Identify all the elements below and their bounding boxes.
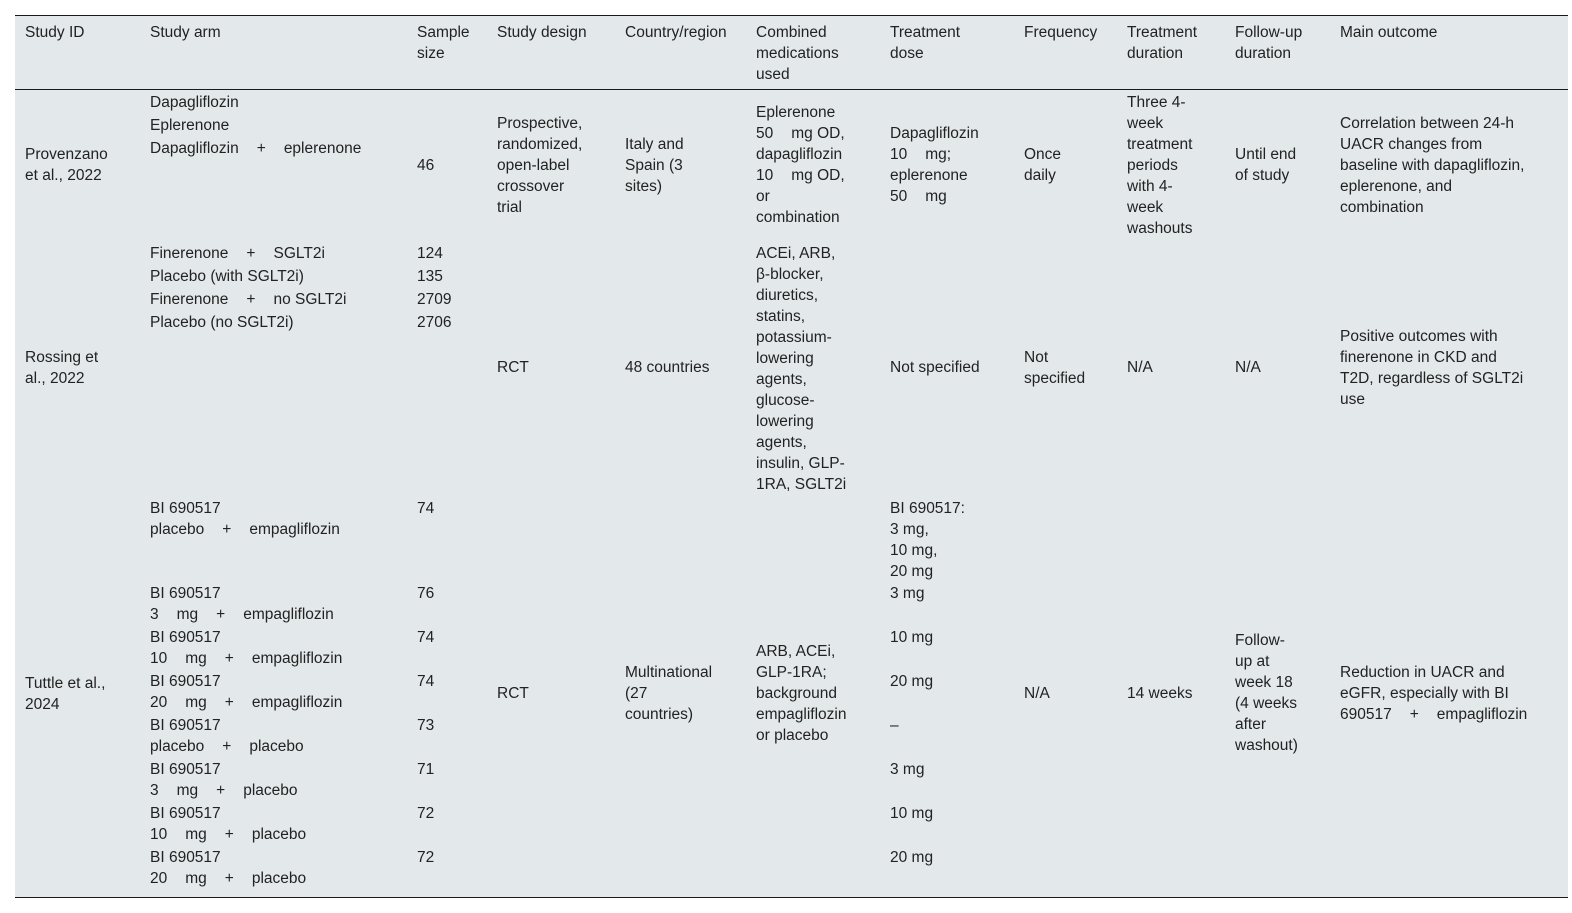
combined-medications-cell: Eplerenone 50 mg OD, dapagliflozin 10 mg OD, or combination: [756, 104, 845, 226]
study-arm-line: BI 690517 20 mg + empagliflozin: [150, 673, 343, 711]
study-arm-line: BI 690517 20 mg + placebo: [150, 849, 307, 887]
header-study-arm: Study arm: [150, 24, 221, 41]
study-design-cell: RCT: [497, 685, 529, 702]
combined-medications-cell: ACEi, ARB, β-blocker, diuretics, statins, potassium- lowering agents, glucose- lowering agents, insulin, GLP- 1RA, SGLT2i: [756, 245, 847, 493]
country-cell: Italy and Spain (3 sites): [625, 136, 684, 195]
main-outcome-cell: Positive outcomes with finerenone in CKD and T2D, regardless of SGLT2i use: [1340, 328, 1524, 408]
study-id-cell: Provenzano et al., 2022: [25, 146, 108, 184]
treatment-dose-cell: Dapagliflozin 10 mg; eplerenone 50 mg: [890, 125, 979, 205]
treatment-dose-cell: 3 mg: [890, 761, 925, 778]
frequency-cell: N/A: [1024, 685, 1050, 702]
sample-size-cell: 124 135 2709 2706: [417, 245, 452, 331]
country-cell: Multinational (27 countries): [625, 664, 713, 723]
treatment-dose-cell: Not specified: [890, 359, 980, 376]
treatment-dose-cell: –: [890, 717, 899, 734]
arm-line: Placebo (no SGLT2i): [150, 314, 294, 331]
treatment-dose-cell: 20 mg: [890, 849, 934, 866]
table-header: [15, 16, 1568, 90]
study-arm-line: BI 690517 3 mg + placebo: [150, 761, 298, 799]
treatment-duration-cell: N/A: [1127, 359, 1153, 376]
frequency-cell: Not specified: [1024, 349, 1086, 387]
header-study-design: Study design: [497, 24, 587, 41]
sample-size-cell: 72: [417, 805, 435, 822]
treatment-dose-cell: 10 mg: [890, 805, 934, 822]
main-outcome-cell: Correlation between 24-h UACR changes from baseline with dapagliflozin, eplerenone, and combination: [1340, 115, 1525, 216]
frequency-cell: Once daily: [1024, 146, 1062, 184]
header-treatment-duration: Treatment duration: [1127, 24, 1198, 62]
treatment-duration-cell: Three 4- week treatment periods with 4- week washouts: [1127, 94, 1193, 237]
study-arm-line: BI 690517 10 mg + empagliflozin: [150, 629, 343, 667]
sample-size-cell: 74: [417, 629, 435, 646]
treatment-duration-cell: 14 weeks: [1127, 685, 1193, 702]
main-outcome-cell: Reduction in UACR and eGFR, especially with BI 690517 + empagliflozin: [1340, 664, 1528, 723]
study-arm-cell: [150, 243, 346, 333]
header-study-id: Study ID: [25, 24, 85, 41]
sample-size-cell: 46: [417, 157, 435, 174]
followup-duration-cell: Follow- up at week 18 (4 weeks after washout): [1235, 632, 1298, 754]
header-followup-duration: Follow-up duration: [1235, 24, 1303, 62]
treatment-dose-cell: 10 mg: [890, 629, 934, 646]
study-arm-line: BI 690517 10 mg + placebo: [150, 805, 307, 843]
sample-size-cell: 74: [417, 673, 435, 690]
header-frequency: Frequency: [1024, 24, 1098, 41]
study-design-cell: RCT: [497, 359, 529, 376]
study-id-cell: Rossing et al., 2022: [25, 349, 99, 387]
header-sample-size: Sample size: [417, 24, 470, 62]
header-main-outcome: Main outcome: [1340, 24, 1438, 41]
sample-size-cell: 74: [417, 500, 435, 517]
sample-size-cell: 72: [417, 849, 435, 866]
treatment-dose-cell: 20 mg: [890, 673, 934, 690]
followup-duration-cell: Until end of study: [1235, 146, 1297, 184]
sample-size-cell: 71: [417, 761, 435, 778]
country-cell: 48 countries: [625, 359, 710, 376]
arm-line: Finerenone + no SGLT2i: [150, 291, 347, 308]
arm-line: Dapagliflozin: [150, 94, 239, 111]
study-arm-line: BI 690517 3 mg + empagliflozin: [150, 585, 334, 623]
arm-line: Placebo (with SGLT2i): [150, 268, 304, 285]
followup-duration-cell: N/A: [1235, 359, 1261, 376]
sample-size-cell: 73: [417, 717, 435, 734]
study-arm-line: BI 690517 placebo + placebo: [150, 717, 304, 755]
study-id-cell: Tuttle et al., 2024: [25, 675, 106, 713]
arm-line: Finerenone + SGLT2i: [150, 245, 325, 262]
sample-size-cell: 76: [417, 585, 435, 602]
header-country: Country/region: [625, 24, 727, 41]
arm-line: Eplerenone: [150, 117, 230, 134]
arm-line: Dapagliflozin + eplerenone: [150, 140, 362, 157]
header-treatment-dose: Treatment dose: [890, 24, 961, 62]
header-combined-medications: Combined medications used: [756, 24, 839, 83]
study-arm-line: BI 690517 placebo + empagliflozin: [150, 500, 340, 538]
comparison-table: [15, 15, 1568, 898]
study-design-cell: Prospective, randomized, open-label crossover trial: [497, 115, 583, 216]
treatment-dose-cell: 3 mg: [890, 585, 925, 602]
treatment-dose-cell: BI 690517: 3 mg, 10 mg, 20 mg: [890, 500, 965, 580]
study-arm-cell: [150, 92, 361, 159]
combined-medications-cell: ARB, ACEi, GLP-1RA; background empagliflozin or placebo: [756, 643, 847, 744]
